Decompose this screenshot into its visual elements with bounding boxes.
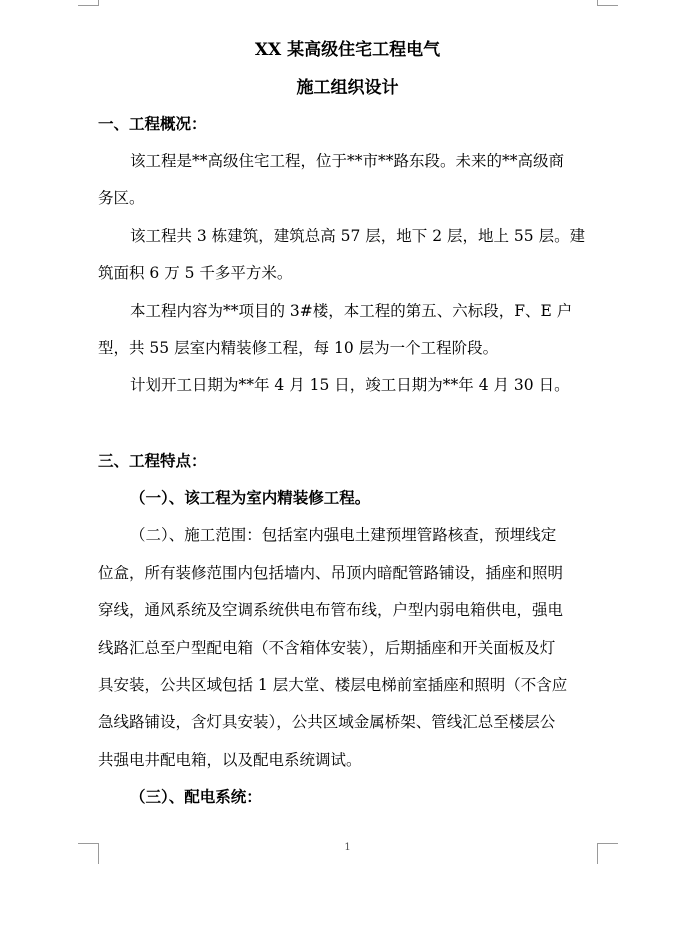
section1-line: 该工程共 3 栋建筑，建筑总高 57 层，地下 2 层，地上 55 层。建 xyxy=(130,227,586,245)
page-number: 1 xyxy=(344,842,351,853)
section1-line: 务区。 xyxy=(98,189,145,207)
document-title-line2: 施工组织设计 xyxy=(296,78,399,98)
crop-mark-top-left xyxy=(78,0,99,6)
section3-item2-line: 急线路铺设，含灯具安装），公共区域金属桥架、管线汇总至楼层公 xyxy=(98,713,556,731)
section3-item2-line: 穿线，通风系统及空调系统供电布管布线，户型内弱电箱供电，强电 xyxy=(98,601,564,619)
crop-mark-top-right xyxy=(597,0,618,6)
document-title-line1: XX 某高级住宅工程电气 xyxy=(254,40,441,60)
section3-item1: （一）、该工程为室内精装修工程。 xyxy=(130,488,371,507)
section1-line: 计划开工日期为**年 4 月 15 日，竣工日期为**年 4 月 30 日。 xyxy=(130,376,570,394)
section3-item2-line: 线路汇总至户型配电箱（不含箱体安装），后期插座和开关面板及灯 xyxy=(98,639,556,657)
section3-item2-line: 位盒，所有装修范围内包括墙内、吊顶内暗配管路铺设，插座和照明 xyxy=(98,564,564,582)
section1-line: 筑面积 6 万 5 千多平方米。 xyxy=(98,264,293,282)
section3-item2-line: （二）、施工范围：包括室内强电土建预埋管路核查，预埋线定 xyxy=(130,526,557,544)
section1-line: 本工程内容为**项目的 3#楼，本工程的第五、六标段，F、E 户 xyxy=(130,302,573,320)
section3-item3: （三）、配电系统： xyxy=(130,787,262,806)
section3-item2-line: 共强电井配电箱，以及配电系统调试。 xyxy=(98,751,362,769)
section1-heading: 一、工程概况： xyxy=(98,114,207,133)
section1-line: 该工程是**高级住宅工程，位于**市**路东段。未来的**高级商 xyxy=(130,152,565,170)
section1-line: 型，共 55 层室内精装修工程，每 10 层为一个工程阶段。 xyxy=(98,339,499,357)
section3-heading: 三、工程特点： xyxy=(98,451,207,470)
section3-item2-line: 具安装，公共区域包括 1 层大堂、楼层电梯前室插座和照明（不含应 xyxy=(98,676,568,694)
